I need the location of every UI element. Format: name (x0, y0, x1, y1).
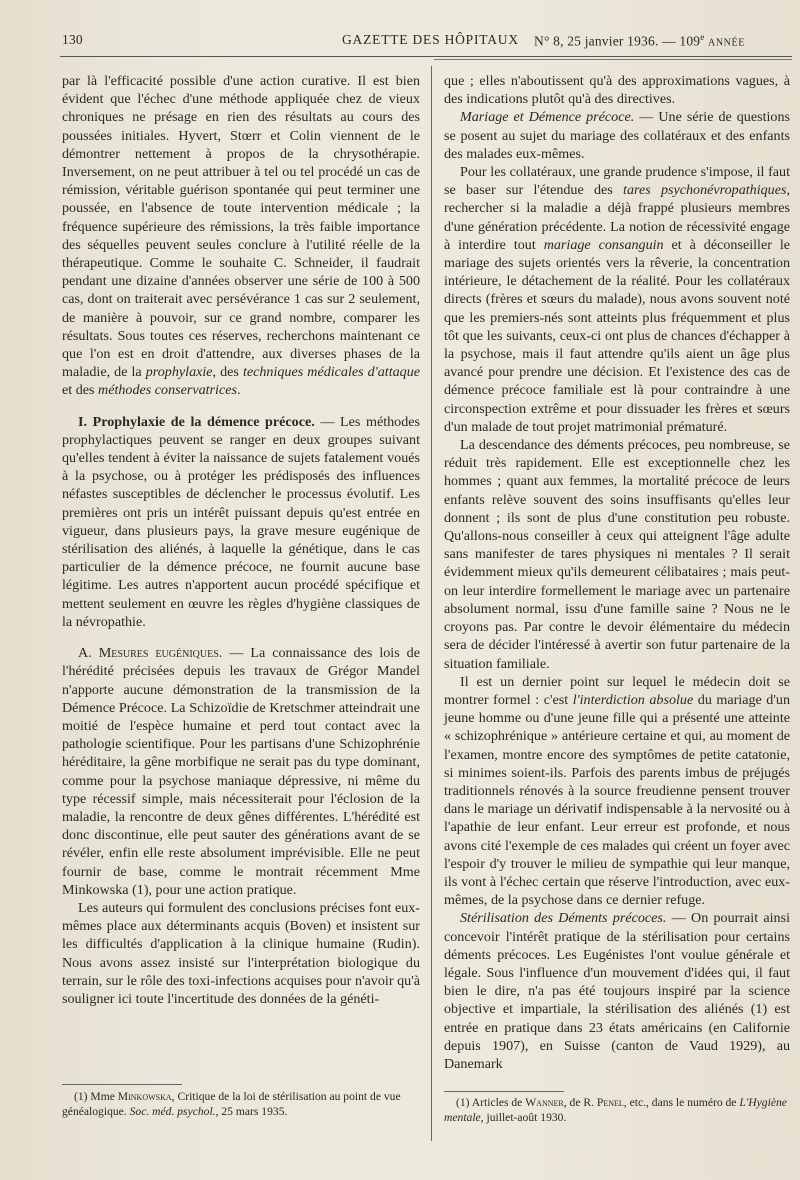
collat-italic-tares: tares psychonévropathiques (623, 182, 787, 199)
collat-text-a: Pour les collatéraux, une grande prudence s'impose, il faut se baser sur l'étendue des (444, 164, 790, 199)
section-heading-sterilisation: Stérilisation des Déments précoces. (460, 910, 667, 927)
header-rule-secondary (434, 59, 792, 60)
paragraph-descendance: La descendance des déments précoces, peu nombreuse, se réduit très rapidement. Elle est exceptionnelle chez les hommes ; quant aux femmes, la mortalité précoce de leurs enfants relève souvent des soins insuffisants qu'elles leur donnent ; ils sont de plus d'une constitution peu robuste. Qu'allons-nous conseiller à ceux qui atteignent l'âge adulte sans manifester de tares physiques ni mentales ? Il serait évidemment mieux qu'ils demeurent célibataires ; mais peut-on leur interdire formellement le mariage avec un partenaire absolument normal, issu d'une famille saine ? Nous ne le croyons pas. Par contre le devoir élémentaire du médecin sera de décider l'intéressé à avertir son futur partenaire de la situation familiale. (444, 437, 790, 672)
footnote-left-text: , Critique de la loi de stérilisation au point de vue généalogique. (62, 1090, 401, 1118)
footnote-right (444, 1096, 790, 1125)
left-p1-mid: , des (212, 364, 243, 381)
left-p1-italic-prophylaxie: prophylaxie (145, 364, 213, 381)
section-heading-mesures: A. Mesures eugéniques. (78, 645, 223, 662)
section-prophylaxie-text: — Les méthodes prophylactiques peuvent se ranger en deux groupes suivant qu'elles tendent à éviter la naissance de sujets fatalement voués à la psychose, ou à protéger les prédisposés des influences néfastes susceptibles de déclencher le processus évolutif. Les premières ont pris un intérêt puissant depuis qu'est entrée en vigueur, dans plusieurs pays, la grave mesure eugénique de stérilisation des aliénés, à laquelle la génétique, dans le cas particulier de la démence précoce, ne fournit aucune base légitime. Les autres n'apportent aucun procédé spécifique et mettent seulement en œuvre les règles d'hygiène classiques de la névropathie. (62, 413, 421, 630)
paragraph-collateraux (444, 163, 790, 436)
collat-italic-mariage: mariage consanguin (543, 236, 664, 253)
footnote-right-end: , juillet-août 1930. (480, 1110, 567, 1124)
section-prophylaxie (62, 413, 420, 631)
left-p1-text: par là l'efficacité possible d'une action curative. Il est bien évident que l'échec d'une méthode appliquée chez de vieux chroniques ne présage en rien des résultats au cours des poussées initiales. Hyvert, Stœrr et Colin viennent de le démontrer nettement à propos de la chrysothérapie. Inversement, on ne peut attribuer à tel ou tel procédé un cas de rémission, véritable guérison spontanée qui peut terminer une poussée, en l'absence de toute intervention médicale ; la fréquence supérieure des rémissions, la très faible importance des séquelles peuvent seules conclure à l'utilité réelle de la thérapeutique. Comme le souhaite C. Schneider, il faudrait pendant une dizaine d'années observer une série de 100 à 500 cas, dont on traiterait avec persévérance 1 cas sur 2 seulement, de manière à pouvoir, sur ce grand nombre, comparer les résultats. Sous toutes ces réserves, recherchons maintenant ce que l'on est en droit d'attendre, aux diverses phases de la maladie, de la (62, 73, 420, 381)
section-mesures-text: — La connaissance des lois de l'hérédité précisées depuis les travaux de Grégor Mandel n'apporte aucune démonstration de la transmission de la Démence Précoce. La Schizoïdie de Kretschmer atteindrait une moitié de l'espèce humaine et perd tout contact avec la pathologie scientifique. Pour les partisans d'une Schizophrénie héréditaire, la gêne morbifique ne serait pas du type dominant, comme pour la psychose maniaque dépressive, ni même du type récessif simple, mais nécessiterait pour l'éclosion de la maladie, la rencontre de deux gênes différentes. L'hérédité est donc discontinue, elle peut sauter des générations avant de se révéler, enfin elle reste absolument imprévisible. Elle ne peut fournir de base, comme le montrait récemment Mme Minkowska (1), pour une action pratique. (62, 645, 420, 898)
footnote-left-journal: Soc. méd. psychol. (129, 1104, 216, 1118)
footnote-rule-left (62, 1084, 182, 1085)
collat-text-b: , rechercher si la maladie a déjà frappé plusieurs membres d'une génération précédente. La notion de récessivité engage à interdire tout (444, 182, 790, 253)
right-column (444, 72, 790, 1073)
section-mariage (444, 108, 790, 163)
interd-text-a: Il est un dernier point sur lequel le médecin doit se montrer formel : c'est (444, 673, 790, 708)
issue-sup: e (700, 32, 705, 42)
footnote-rule-right (444, 1091, 564, 1092)
section-mariage-text: — Une série de questions se posent au sujet du mariage des collatéraux et des enfants des malades eux-mêmes. (444, 109, 791, 162)
footnote-right-author1: Wanner (525, 1096, 564, 1109)
footnote-right-mid: , de (563, 1096, 584, 1109)
footnote-right-author2: R. Penel (583, 1096, 624, 1109)
left-paragraph-last: Les auteurs qui formulent des conclusions précises font eux-mêmes place aux déterminants acquis (Boven) et insistent sur les difficultés d'application à la clinique humaine (Rudin). Nous avons assez insisté sur l'interprétation biologique du terrain, sur le rôle des toxi-infections acquises pour n'avoir qu'à souligner ici toute l'incertitude des données de la généti- (62, 899, 420, 1007)
interd-text-b: du mariage d'un jeune homme ou d'une jeune fille qui a présenté une atteinte « schizophrénique » antérieure certaine et qui, au moment de l'examen, montre encore des symptômes de petite catatonie, si minimes soient-ils. Parfois des parents imbus de préjugés traditionnels rénovés à la source freudienne pensent trouver dans le mariage un dérivatif indispensable à la nervosité ou à l'apathie de leur enfant. Leur erreur est profonde, et nous avons cité l'exemple de ces malades qui créent un foyer avec l'espoir d'y trouver le milieu de sympathie qui leur manque, ils vont à l'échec certain que réserve l'introduction, avec eux-mêmes, de la psychose dans ce dernier refuge. (444, 691, 790, 909)
footnote-right-journal: L'Hygiène mentale (444, 1096, 787, 1124)
journal-title: GAZETTE DES HÔPITAUX (342, 32, 519, 47)
footnote-right-num: (1) Articles de (456, 1096, 526, 1109)
issue-annee: ANNÉE (708, 37, 745, 49)
section-heading-mariage: Mariage et Démence précoce. (460, 109, 635, 126)
left-p1-italic-methodes: méthodes conservatrices (98, 382, 237, 399)
left-p1-end: . (236, 382, 241, 399)
issue-info (534, 32, 745, 50)
header-rule (60, 56, 792, 57)
running-header (62, 32, 788, 56)
page-number: 130 (62, 32, 83, 47)
left-column (62, 72, 420, 1008)
issue-text: N° 8, 25 janvier 1936. — 109 (534, 33, 701, 49)
column-divider (431, 66, 432, 1141)
left-p1-mid2: et des (62, 382, 99, 399)
paragraph-interdiction (444, 673, 790, 910)
section-sterilisation (444, 909, 790, 1073)
right-paragraph-1: que ; elles n'aboutissent qu'à des approximations vagues, à des indications plutôt qu'à des directives. (444, 73, 790, 108)
footnote-left (62, 1090, 422, 1119)
interd-italic: l'interdiction absolue (572, 691, 694, 708)
section-mesures-eugeniques (62, 644, 420, 899)
footnote-left-end: , 25 mars 1935. (215, 1104, 288, 1118)
footnote-right-tail: , etc., dans le numéro de (623, 1096, 740, 1109)
section-heading-prophylaxie: I. Prophylaxie de la démence précoce. (78, 413, 315, 430)
left-p1-italic-techniques: techniques médicales d'attaque (242, 364, 421, 381)
left-paragraph-1 (62, 72, 420, 400)
collat-text-c: et à déconseiller le mariage des sujets orientés vers la rêverie, la concentration intérieure, le détachement de la réalité. Pour les collatéraux directs (frères et sœurs du malade), nous avons souvent noté que les premiers-nés sont atteints plus fréquemment et plus tôt que les suivants, ceux-ci ont plus de chances d'échapper à la psychose, mais il faut attendre qu'ils aient un âge plus avancé pour prendre une décision. Et l'existence des cas de démence précoce familiale est là pour contraindre à une circonspection extrême et pour dissuader les frères et sœurs d'un malade de tout projet matrimonial prématuré. (444, 236, 790, 435)
footnote-left-author: Minkowska (117, 1090, 172, 1103)
section-sterilisation-text: — On pourrait ainsi concevoir l'intérêt pratique de la stérilisation pour certains déments précoces. Les Eugénistes l'ont voulue générale et légale. Sous l'influence d'un mouvement d'idées qui, il faut bien le dire, n'a pas été toujours inspiré par la science objective et impartiale, la stérilisation des aliénés (1) est entrée en pratique dans 23 états américains (en Californie depuis 1907), en Suisse (canton de Vaud 1929), au Danemark (444, 910, 790, 1072)
footnote-left-num: (1) Mme (74, 1090, 118, 1103)
